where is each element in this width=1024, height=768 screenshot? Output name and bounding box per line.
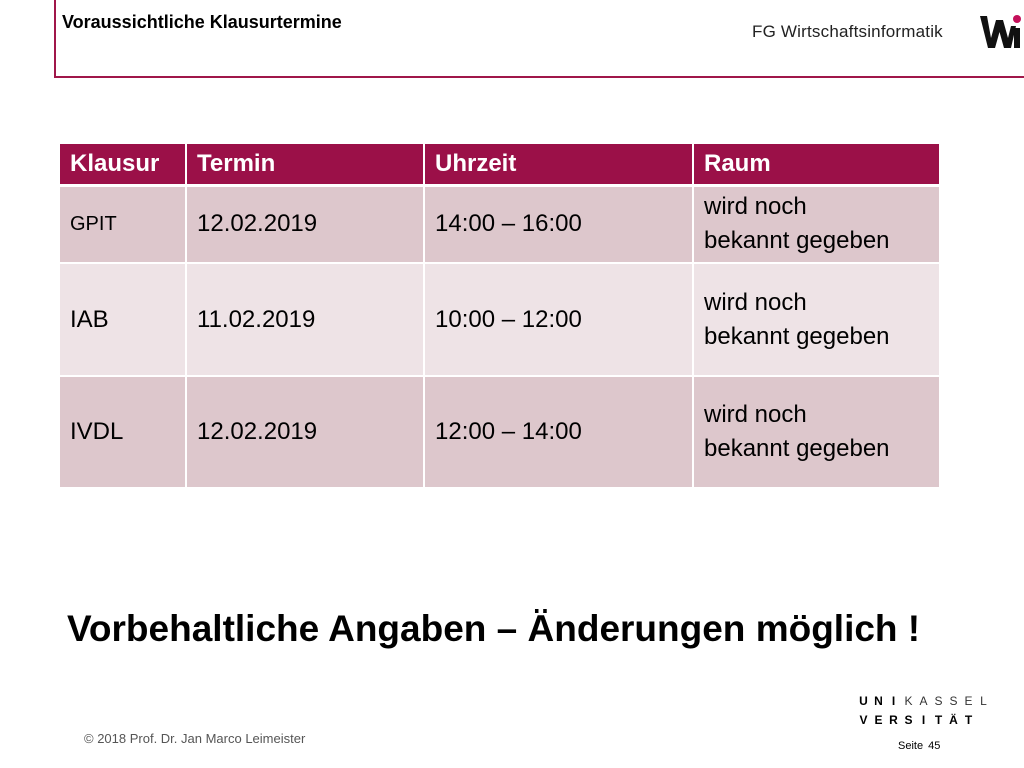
logo-letter: Ä (949, 713, 958, 727)
logo-letter: A (919, 694, 928, 708)
logo-letter: S (949, 694, 958, 708)
disclaimer-text: Vorbehaltliche Angaben – Änderungen möglich ! (67, 608, 921, 649)
cell-termin: 12.02.2019 (186, 376, 424, 488)
logo-letter: I (891, 694, 896, 708)
logo-letter: K (904, 694, 913, 708)
column-header-raum: Raum (693, 144, 939, 185)
cell-raum: wird noch bekannt gegeben (693, 376, 939, 488)
cell-uhrzeit: 10:00 – 12:00 (424, 263, 693, 376)
logo-letter: I (921, 713, 926, 727)
table-row (60, 376, 939, 488)
cell-raum: wird noch bekannt gegeben (693, 263, 939, 376)
cell-klausur: IAB (60, 263, 186, 376)
cell-uhrzeit: 12:00 – 14:00 (424, 376, 693, 488)
cell-termin: 12.02.2019 (186, 185, 424, 263)
page-number-value: 45 (928, 740, 941, 752)
logo-letter: E (964, 694, 973, 708)
cell-termin: 11.02.2019 (186, 263, 424, 376)
logo-letter: T (934, 713, 943, 727)
logo-line-2 (856, 711, 991, 730)
logo-letter: N (874, 694, 883, 708)
cell-klausur: IVDL (60, 376, 186, 488)
wi-logo-icon (978, 10, 1022, 52)
logo-letter: V (859, 713, 868, 727)
logo-letter: S (934, 694, 943, 708)
copyright-text: © 2018 Prof. Dr. Jan Marco Leimeister (84, 731, 306, 746)
page-label: Seite (898, 740, 924, 752)
logo-letter: T (964, 713, 973, 727)
column-header-termin: Termin (186, 144, 424, 185)
logo-letter: E (874, 713, 883, 727)
table-header-row (60, 144, 939, 185)
logo-letter: R (889, 713, 898, 727)
column-header-uhrzeit: Uhrzeit (424, 144, 693, 185)
slide-title: Voraussichtliche Klausurtermine (62, 12, 342, 32)
logo-letter: U (859, 694, 868, 708)
logo-line-1 (856, 692, 991, 711)
university-kassel-logo (856, 692, 991, 730)
column-header-klausur: Klausur (60, 144, 186, 185)
cell-uhrzeit: 14:00 – 16:00 (424, 185, 693, 263)
page-number (898, 740, 940, 752)
table-row (60, 185, 939, 263)
table-row (60, 263, 939, 376)
exam-schedule-table (60, 144, 939, 489)
logo-letter: L (980, 694, 987, 708)
cell-klausur: GPIT (60, 185, 186, 263)
logo-letter: S (904, 713, 913, 727)
cell-raum: wird noch bekannt gegeben (693, 185, 939, 263)
department-label: FG Wirtschaftsinformatik (752, 22, 943, 41)
